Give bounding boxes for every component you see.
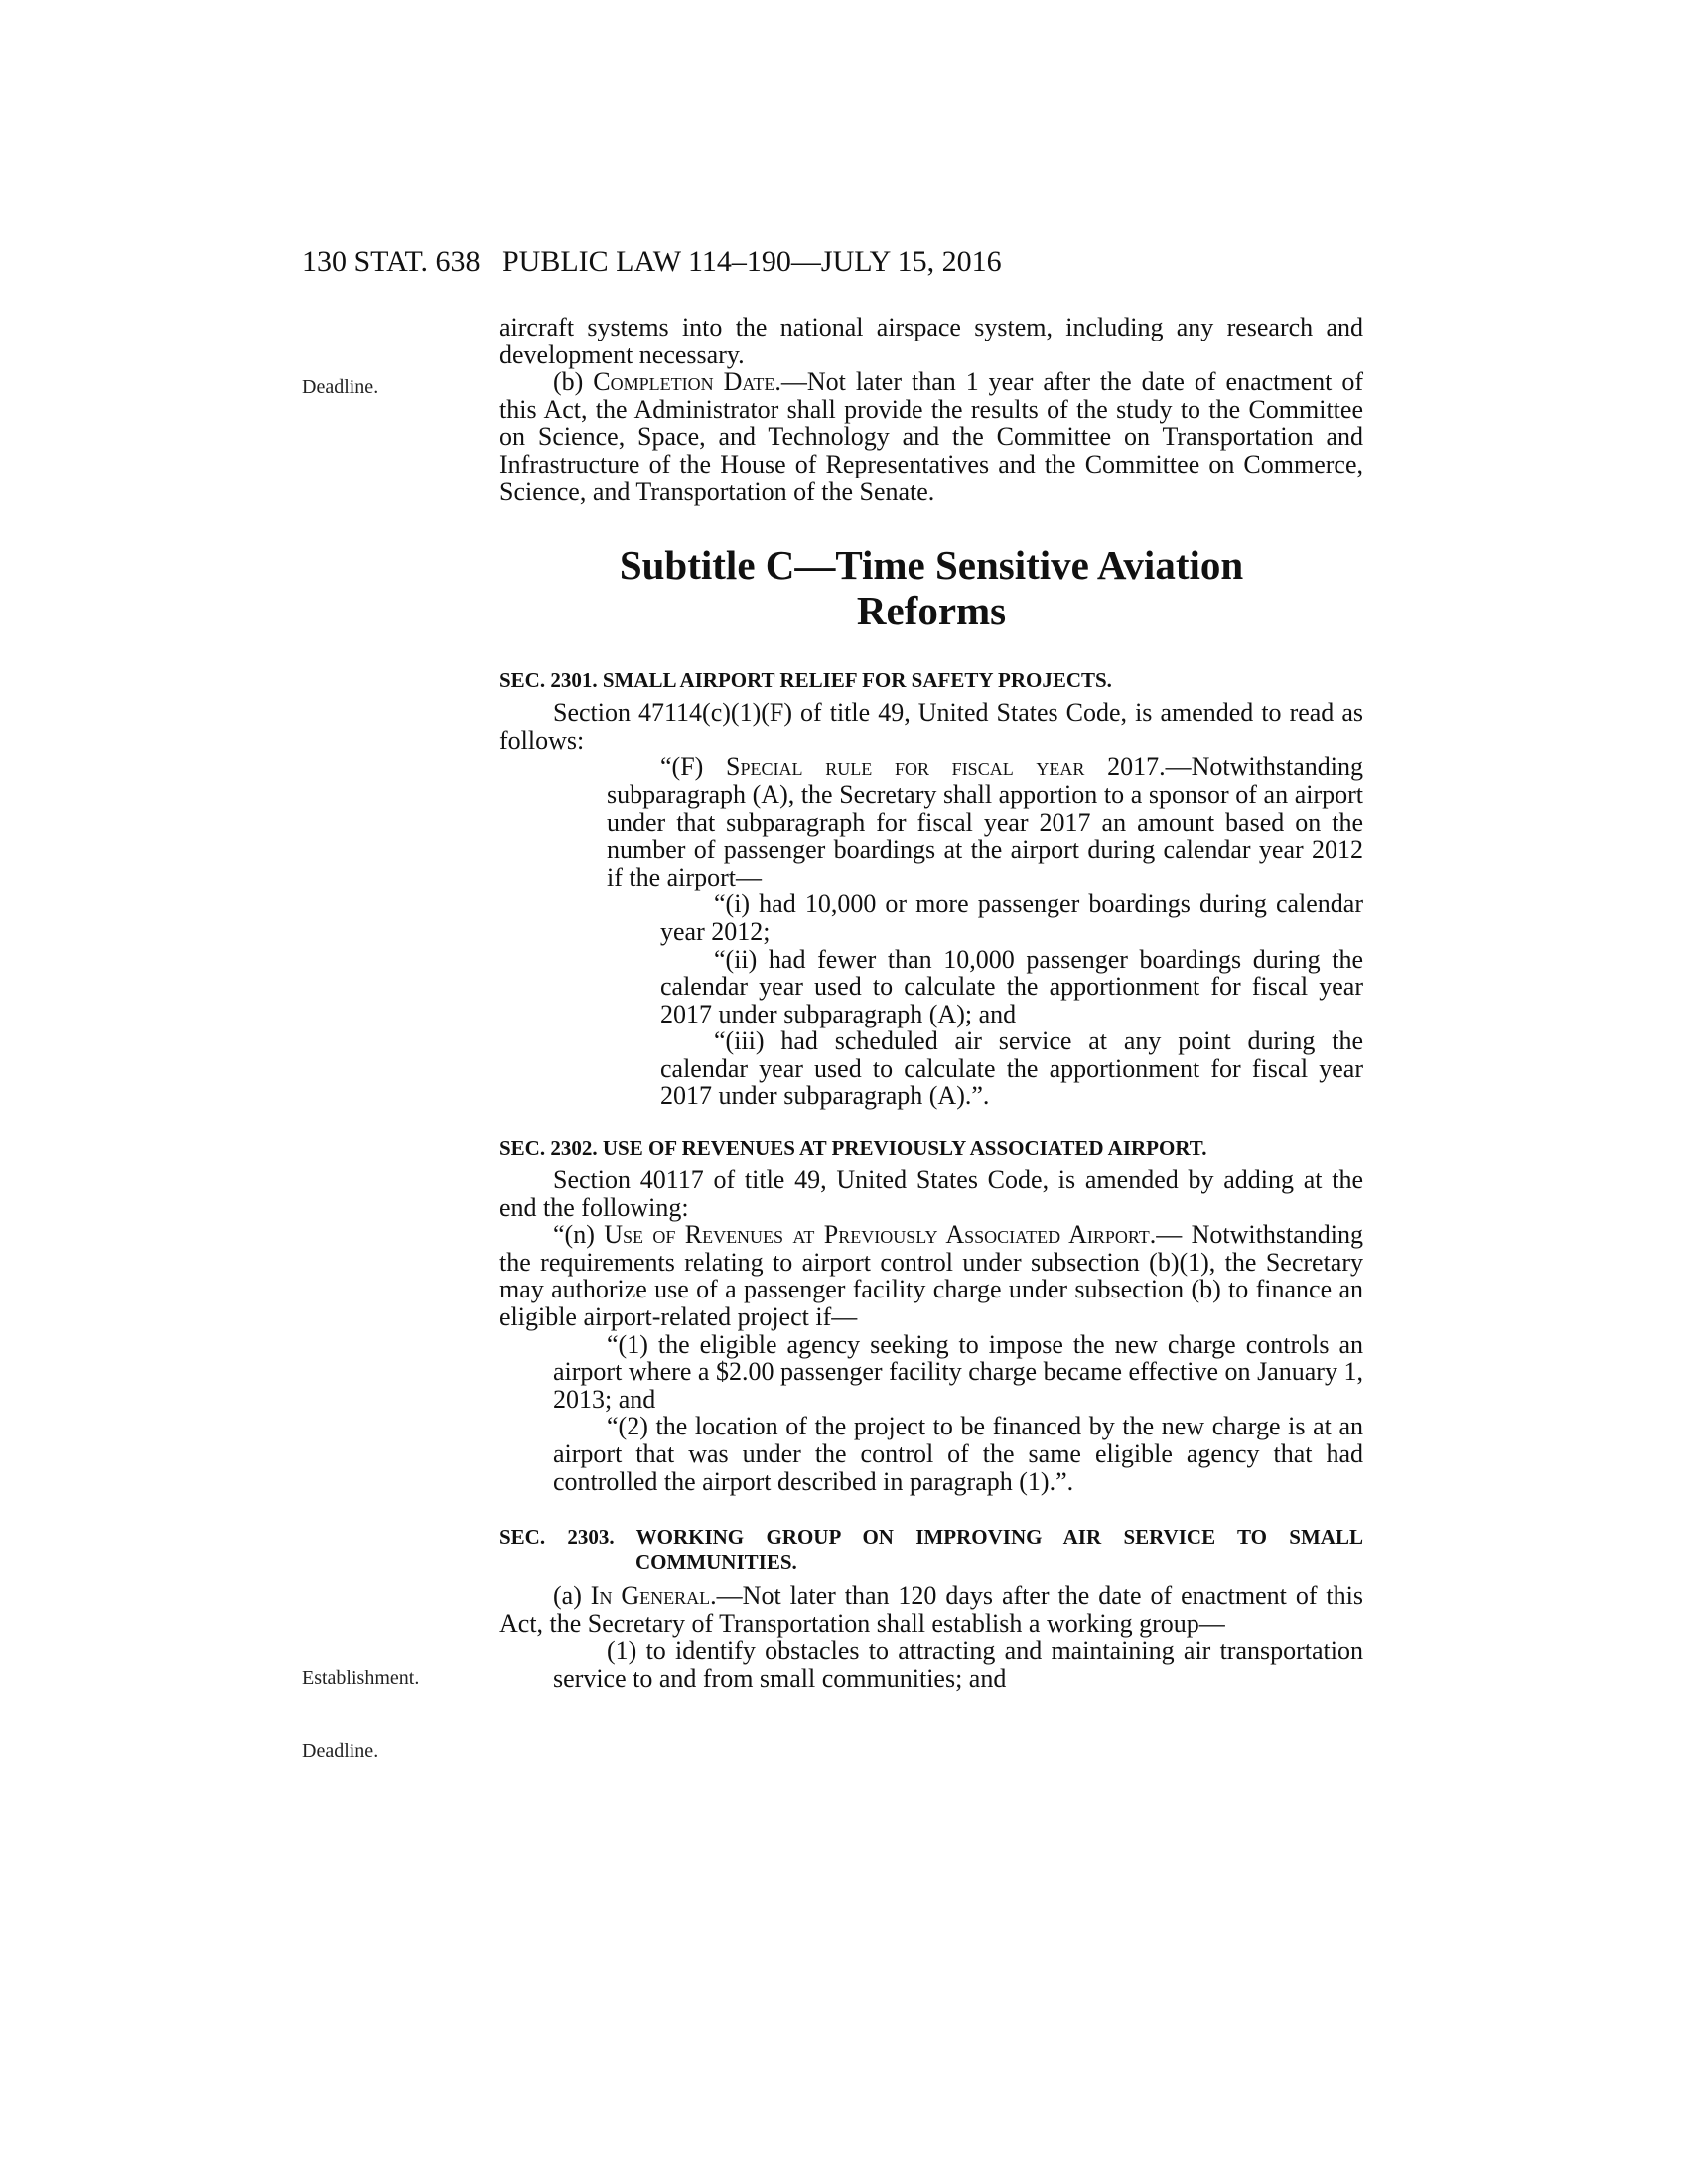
paragraph-f (607, 753, 1363, 890)
public-law-title: PUBLIC LAW 114–190—JULY 15, 2016 (502, 245, 1002, 278)
subsection-heading: In General (590, 1581, 711, 1611)
subsection-text: .—Not later than 1 year after the date of enactment of this Act, the Administrator shall provide the results of the study to the Committee on Science, Space, and Technology and the Committee on Transportation and Infrastructure of the House of Representatives and the Committee on Commerce, Science, and Transportation of the Senate. (499, 367, 1363, 506)
section-intro: Section 40117 of title 49, United States Code, is amended by adding at the end the following: (499, 1165, 1363, 1222)
paragraph-text: .—Notwithstanding subparagraph (A), the Secretary shall apportion to a sponsor of an airport under that subparagraph for fiscal year 2017 an amount based on the number of passenger boardings at the airport during calendar year 2012 if the airport— (607, 752, 1363, 891)
margin-note-deadline: Deadline. (302, 376, 379, 398)
clause-i: “(i) had 10,000 or more passenger boardings during calendar year 2012; (660, 889, 1363, 946)
section-heading-2301: SEC. 2301. SMALL AIRPORT RELIEF FOR SAFETY PROJECTS. (499, 668, 1112, 693)
body-intro-text: aircraft systems into the national airspace system, including any research and development necessary. (499, 313, 1363, 369)
paragraph-label: “(F) (660, 752, 727, 782)
paragraph-2: “(2) the location of the project to be financed by the new charge is at an airport that was under the control of the same eligible agency that had controlled the airport described in paragraph (1).”. (553, 1412, 1363, 1496)
subsection-a (499, 1582, 1363, 1637)
paragraph-1: “(1) the eligible agency seeking to impose the new charge controls an airport where a $2.00 passenger facility charge became effective on January 1, 2013; and (553, 1329, 1363, 1414)
paragraph-heading: Special rule for fiscal year 2017 (726, 752, 1160, 782)
subsection-heading: Use of Revenues at Previously Associated Airport (604, 1220, 1150, 1250)
section-intro: Section 47114(c)(1)(F) of title 49, United States Code, is amended to read as follows: (499, 698, 1363, 754)
clause-iii: “(iii) had scheduled air service at any point during the calendar year used to calculate the apportionment for fiscal year 2017 under subparagraph (A).”. (660, 1026, 1363, 1111)
clause-ii: “(ii) had fewer than 10,000 passenger boardings during the calendar year used to calculate the apportionment for fiscal year 2017 under subparagraph (A); and (660, 944, 1363, 1028)
subsection-heading: Completion Date (593, 367, 775, 397)
subsection-label: (a) (553, 1581, 591, 1611)
subsection-b (499, 368, 1363, 505)
section-heading-2302: SEC. 2302. USE OF REVENUES AT PREVIOUSLY ASSOCIATED AIRPORT. (499, 1136, 1207, 1160)
section-heading-2303: SEC. 2303. WORKING GROUP ON IMPROVING AIR SERVICE TO SMALL COMMUNITIES. (499, 1525, 1363, 1574)
page-header (0, 245, 1688, 285)
paragraph-1: (1) to identify obstacles to attracting and maintaining air transportation service to and from small communities; and (553, 1636, 1363, 1693)
subsection-text: .—Not later than 120 days after the date of enactment of this Act, the Secretary of Transportation shall establish a working group— (499, 1581, 1363, 1638)
page-body (499, 314, 1363, 1693)
subsection-label: “(n) (553, 1220, 605, 1250)
subsection-label: (b) (553, 367, 594, 397)
stat-page-number: 130 STAT. 638 (302, 245, 481, 278)
subsection-text: .— Notwithstanding the requirements relating to airport control under subsection (b)(1), the Secretary may authorize use of a passenger facility charge under subsection (b) to finance an eligible airport-related project if— (499, 1220, 1363, 1332)
subsection-n (499, 1221, 1363, 1330)
subtitle-heading: Subtitle C—Time Sensitive Aviation Reforms (619, 542, 1244, 634)
margin-note-deadline: Deadline. (302, 1740, 379, 1762)
margin-note-establishment: Establishment. (302, 1667, 420, 1689)
